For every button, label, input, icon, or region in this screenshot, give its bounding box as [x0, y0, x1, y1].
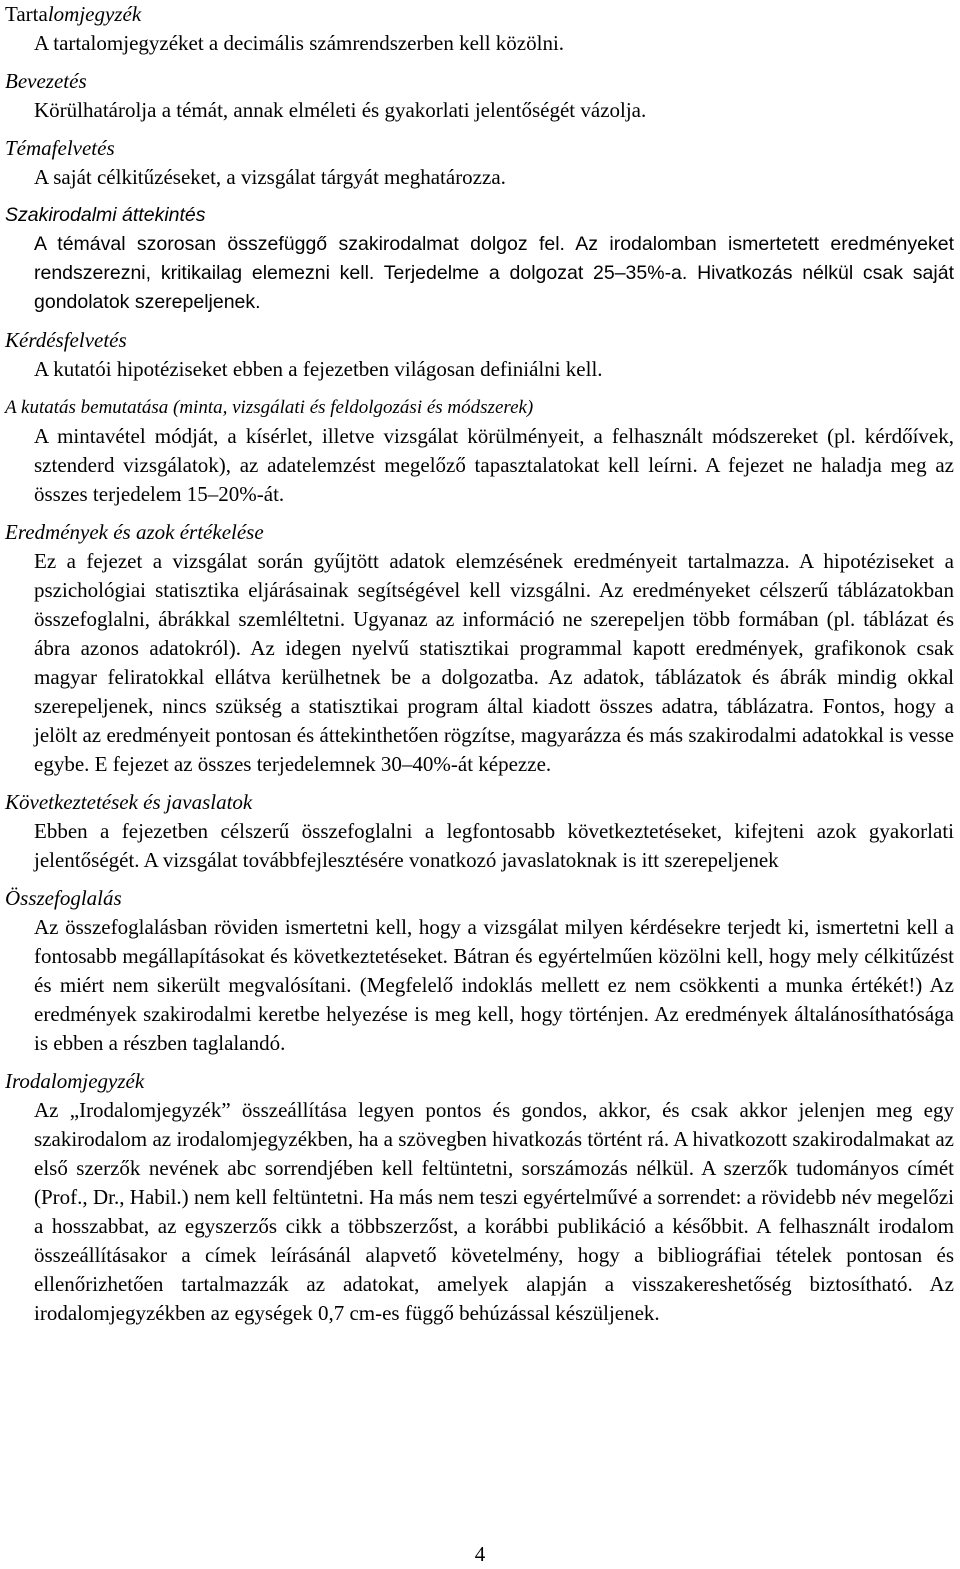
section-heading [5, 0, 960, 29]
section-kutatas-bemutatasa [0, 393, 960, 509]
section-heading: Összefoglalás [5, 886, 122, 910]
page-number: 4 [474, 1542, 486, 1566]
section-heading: Irodalomjegyzék [5, 1069, 145, 1093]
section-kovetkeztetesek [0, 788, 960, 875]
section-heading: Bevezetés [5, 69, 87, 93]
section-heading: A kutatás bemutatása (minta, vizsgálati és feldolgozási és módszerek) [5, 397, 534, 418]
heading-italic-part: lomjegyzék [47, 2, 142, 26]
section-temafelvetes [0, 134, 960, 192]
section-tartalomjegyzek [0, 0, 960, 58]
section-body: Az „Irodalomjegyzék” összeállítása legyen pontos és gondos, akkor, és csak akkor jelenjen meg egy szakirodalom az irodalomjegyzékben, ha a szövegben hivatkozás történt rá. A hivatkozott szakirodalmakat az első szerzők nevének abc sorrendjében kell feltüntetni, sorszámozás nélkül. A szerzők tudományos címét (Prof., Dr., Habil.) nem kell feltüntetni. Ha más nem teszi egyértelművé a sorrendet: a rövidebb név megelőzi a hosszabbat, az egyszerzős cikk a többszerzőst, a korábbi publikáció a későbbit. A felhasznált irodalom összeállításakor a címek leírásánál alapvető követelmény, hogy a bibliográfiai tételek pontosan és ellenőrizhetően tartalmazzák az adatokat, amelyek alapján a visszakereshetőség biztosítható. Az irodalomjegyzékben az egységek 0,7 cm-es függő behúzással készüljenek. [34, 1098, 954, 1325]
section-body: Ez a fejezet a vizsgálat során gyűjtött adatok elemzésének eredményeit tartalmazza. A hipotéziseket a pszichológiai statisztika eljárásainak segítségével kell vizsgálni. Az eredményeket célszerű táblázatokban összefoglalni, ábrákkal szemléltetni. Ugyanaz az információ ne szerepeljen több formában (pl. táblázat és ábra azonos adatokról). Az idegen nyelvű statisztikai programmal kapott eredmények, grafikonok csak magyar feliratokkal ellátva kerülhetnek be a dolgozatba. Az adatok, táblázatok és ábrák mindig okkal szerepeljenek, nincs szükség a statisztikai program által kiadott összes adatra, táblázatra. Fontos, hogy a jelölt az eredményeit pontosan és áttekinthetően rögzítse, magyarázza és más szakirodalmi adatokkal is vesse egybe. E fejezet az összes terjedelemnek 30–40%-át képezze. [34, 549, 954, 776]
section-heading: Eredmények és azok értékelése [5, 520, 264, 544]
section-kerdesfelvetes [0, 326, 960, 384]
section-heading: Kérdésfelvetés [5, 328, 127, 352]
section-heading: Szakirodalmi áttekintés [5, 204, 206, 226]
section-osszefoglalas [0, 884, 960, 1058]
section-eredmenyek [0, 518, 960, 779]
section-heading: Témafelvetés [5, 136, 115, 160]
section-body: Ebben a fejezetben célszerű összefoglalni a legfontosabb következtetéseket, kifejteni azok gyakorlati jelentőségét. A vizsgálat továbbfejlesztésére vonatkozó javaslatoknak is itt szerepeljenek [34, 819, 954, 872]
section-bevezetes [0, 67, 960, 125]
section-irodalomjegyzek [0, 1067, 960, 1328]
section-body: A tartalomjegyzéket a decimális számrendszerben kell közölni. [34, 31, 565, 55]
section-body: A mintavétel módját, a kísérlet, illetve vizsgálat körülményeit, a felhasznált módszereket (pl. kérdőívek, sztenderd vizsgálatok), az adatelemzést megelőző tapasztalatokat kell leírni. A fejezet ne haladja meg az összes terjedelem 15–20%-át. [34, 424, 954, 506]
section-body: A kutatói hipotéziseket ebben a fejezetben világosan definiálni kell. [34, 357, 603, 381]
heading-upright-part: Tarta [5, 2, 48, 26]
section-body: A saját célkitűzéseket, a vizsgálat tárgyát meghatározza. [34, 165, 506, 189]
section-body: Az összefoglalásban röviden ismertetni kell, hogy a vizsgálat milyen kérdésekre terjedt ki, ismertetni kell a fontosabb megállapításokat és következtetéseket. Bátran és egyértelműen közölni kell, hogy mely célkitűzést és miért nem sikerült megvalósítani. (Megfelelő indoklás mellett ez nem csökkenti a munka értékét!) Az eredmények szakirodalmi keretbe helyezése is meg kell, hogy történjen. Az eredmények általánosíthatósága is ebben a részben taglalandó. [34, 915, 954, 1055]
section-szakirodalmi-attekintes [0, 201, 960, 317]
section-body: Körülhatárolja a témát, annak elméleti és gyakorlati jelentőségét vázolja. [34, 98, 647, 122]
section-body: A témával szorosan összefüggő szakirodalmat dolgoz fel. Az irodalomban ismertetett eredményeket rendszerezni, kritikailag elemezni kell. Terjedelme a dolgozat 25–35%-a. Hivatkozás nélkül csak saját gondolatok szerepeljenek. [34, 233, 954, 313]
section-heading: Következtetések és javaslatok [5, 790, 253, 814]
